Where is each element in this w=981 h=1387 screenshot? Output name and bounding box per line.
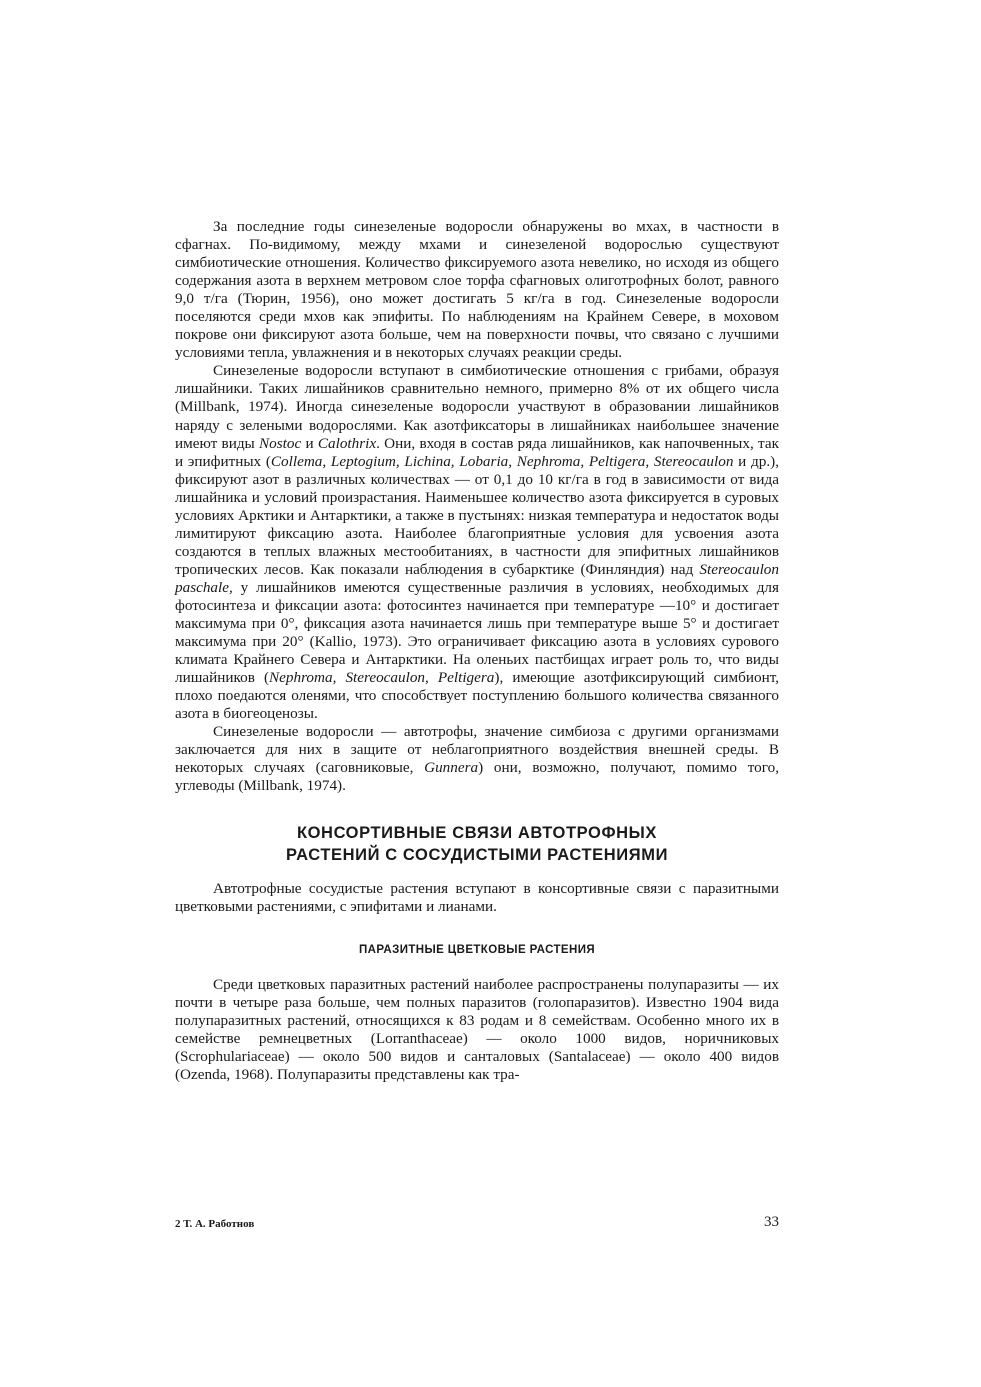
- text-run: . Они, входя в состав ряда лишайников, как напочвенных, так и эпифитных (: [175, 434, 779, 470]
- italic-term: Nephroma, Stereocaulon, Peltigera: [269, 669, 495, 687]
- text-run: За последние годы синезеленые водоросли обнаружены во мхах, в частности в сфагнах. По-видимому, между мхами и синезеленой водорослью существуют симбиотические отношения. Количество фиксируемого азота невелико, но исходя из общего содержания азота в верхнем метровом слое торфа сфагновых олиготрофных болот, равного 9,0 т/га (Тюрин, 1956), оно может достигать 5 кг/га в год. Синезеленые водоросли поселяются среди мхов как эпифиты. По наблюдениям на Крайнем Севере, в моховом покрове они фиксируют азота больше, чем на поверхности почвы, что связано с лучшими условиями тепла, увлажнения и в некоторых случаях реакции среды.: [175, 218, 779, 362]
- text-run: ), имеющие азотфиксирующий симбионт, плохо поедаются оленями, что способствует поступлению большого количества связанного азота в биогеоценозы.: [175, 669, 779, 723]
- page-footer: [175, 1214, 779, 1236]
- text-run: ) они, возможно, получают, помимо того, углеводы (Millbank, 1974).: [175, 759, 779, 795]
- chapter-heading-line-1: КОНСОРТИВНЫЕ СВЯЗИ АВТОТРОФНЫХ: [296, 823, 658, 842]
- text-run: Автотрофные сосудистые растения вступают в консортивные связи с паразитными цветковыми растениями, с эпифитами и лианами.: [175, 879, 779, 915]
- text-run: Синезеленые водоросли — автотрофы, значение симбиоза с другими организмами заключается для них в защите от неблагоприятного воздействия внешней среды. В некоторых случаях (саговниковые,: [175, 723, 779, 777]
- paragraph: [175, 723, 779, 795]
- text-block-1: [175, 218, 779, 796]
- text-run: Синезеленые водоросли вступают в симбиотические отношения с грибами, образуя лишайники. Таких лишайников сравнительно немного, примерно 8% от их общего числа (Millbank, 1974). Иногда синезеленые водоросли участвуют в образовании лишайников наряду с зелеными водорослями. Как азотфиксаторы в лишайниках наибольшее значение имеют виды: [175, 362, 779, 452]
- chapter-heading-line-2: РАСТЕНИЙ С СОСУДИСТЫМИ РАСТЕНИЯМИ: [285, 845, 669, 864]
- paragraph: [175, 880, 779, 916]
- chapter-heading: [175, 822, 779, 866]
- section-heading: ПАРАЗИТНЫЕ ЦВЕТКОВЫЕ РАСТЕНИЯ: [358, 943, 596, 956]
- text-block-2: [175, 880, 779, 916]
- text-run: и: [301, 434, 318, 452]
- text-block-3: [175, 976, 779, 1084]
- italic-term: Calothrix: [317, 434, 377, 452]
- paragraph: [175, 218, 779, 362]
- printer-signature: 2 Т. А. Работнов: [175, 1218, 255, 1230]
- text-run: , у лишайников имеются существенные различия в условиях, необходимых для фотосинтеза и фиксации азота: фотосинтез начинается при температуре —10° и достигает максимума при 0°, фиксация азота начинается лишь при температуре выше 5° и достигает максимума при 20° (Kallio, 1973). Это ограничивает фиксацию азота в условиях сурового климата Крайнего Севера и Антарктики. На оленьих пастбищах играет роль то, что виды лишайников (: [175, 578, 779, 687]
- page-number: 33: [764, 1214, 779, 1230]
- paragraph: [175, 976, 779, 1084]
- italic-term: Collema, Leptogium, Lichina, Lobaria, Nephroma, Peltigera, Stereocaulon: [270, 452, 734, 470]
- italic-term: Gunnera: [424, 759, 479, 777]
- italic-term: Stereocaulon paschale: [175, 560, 779, 596]
- text-run: Среди цветковых паразитных растений наиболее распространены полупаразиты — их почти в четыре раза больше, чем полных паразитов (голопаразитов). Известно 1904 вида полупаразитных растений, относящихся к 83 родам и 8 семействам. Особенно много их в семействе ремнецветных (Lorranthaceae) — около 1000 видов, норичниковых (Scrophulariaceae) — около 500 видов и санталовых (Santalaceae) — около 400 видов (Ozenda, 1968). Полупаразиты представлены как тра-: [175, 975, 779, 1083]
- page-body: [175, 218, 779, 1084]
- paragraph: [175, 362, 779, 723]
- text-run: и др.), фиксируют азот в различных количествах — от 0,1 до 10 кг/га в год в зависимости от вида лишайника и условий произрастания. Наименьшее количество азота фиксируется в суровых условиях Арктики и Антарктики, а также в пустынях: низкая температура и недостаток воды лимитируют фиксацию азота. Наиболее благоприятные условия для усвоения азота создаются в теплых влажных местообитаниях, в частности для эпифитных лишайников тропических лесов. Как показали наблюдения в субарктике (Финляндия) над: [175, 452, 779, 578]
- italic-term: Nostoc: [259, 434, 302, 452]
